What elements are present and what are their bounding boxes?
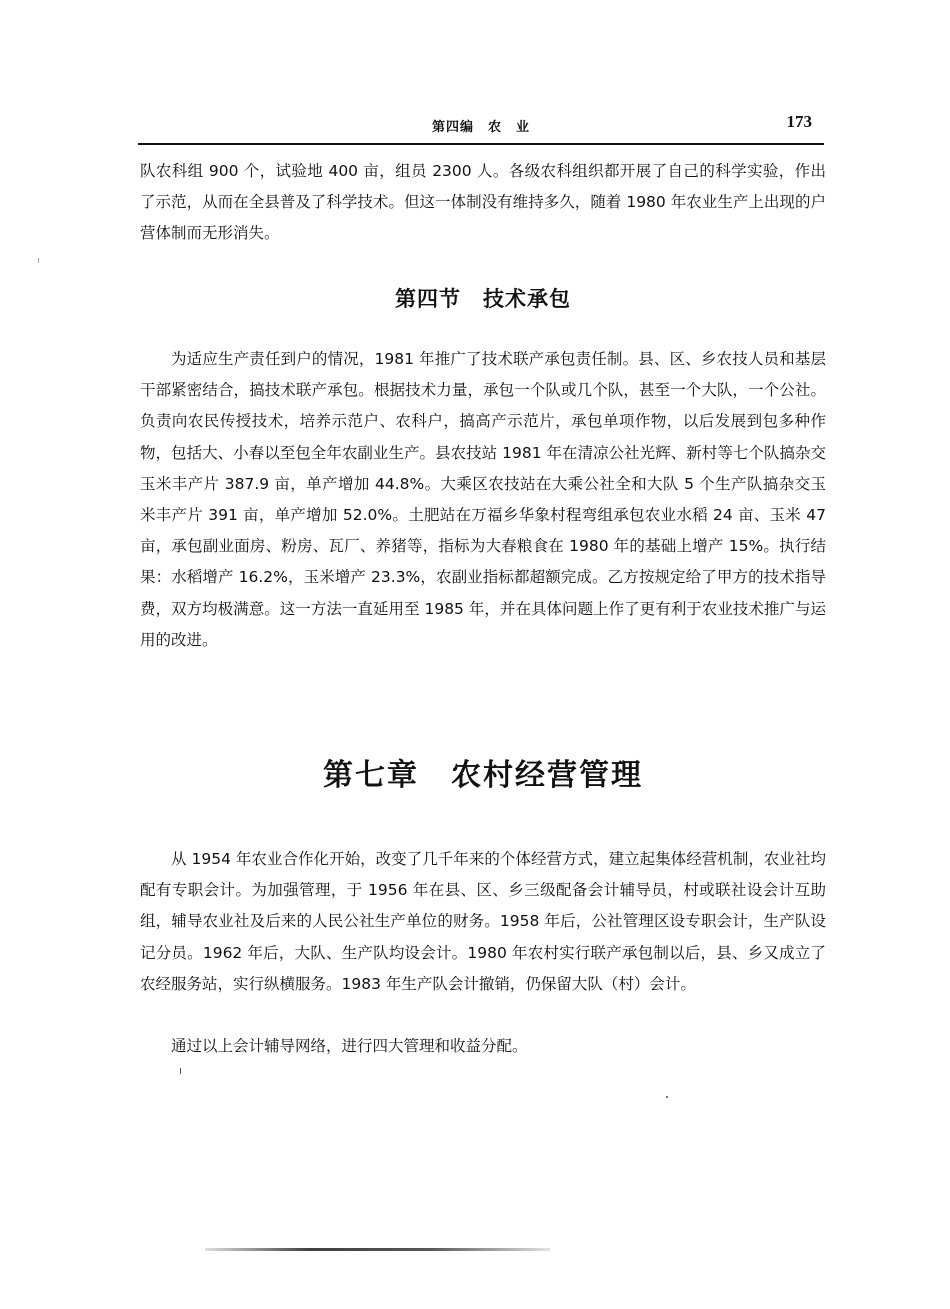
page-number: 173 — [786, 112, 812, 131]
scan-speck — [38, 258, 39, 263]
header-rule — [138, 143, 824, 145]
chapter-heading: 第七章 农村经营管理 — [323, 758, 643, 793]
section-heading: 第四节 技术承包 — [395, 287, 571, 311]
scan-speck — [666, 1096, 668, 1098]
scan-artifact-line — [205, 1248, 550, 1251]
scan-speck — [180, 1068, 181, 1074]
paragraph-accounting-history: 从 1954 年农业合作化开始，改变了几千年来的个体经营方式，建立起集体经营机制，农业社均配有专职会计。为加强管理，于 1956 年在县、区、乡三级配备会计辅导员，村或联社设会计互助组，辅导农业社及后来的人民公社生产单位的财务。1958 年后，公社管理区设专职会计，生产队设记分员。1962 年后，大队、生产队均设会计。1980 年农村实行联产承包制以后，县、乡又成立了农经服务站，实行纵横服务。1983 年生产队会计撤销，仍保留大队（村）会计。 — [140, 850, 826, 993]
running-title: 第四编 农 业 — [431, 120, 530, 135]
running-header — [138, 112, 824, 142]
paragraph-continuation: 队农科组 900 个，试验地 400 亩，组员 2300 人。各级农科组织都开展了自己的科学实验，作出了示范，从而在全县普及了科学技术。但这一体制没有维持多久，随着 1980 年农业生产上出现的户营体制而无形消失。 — [140, 162, 826, 243]
paragraph-technical-contracting: 为适应生产责任到户的情况，1981 年推广了技术联产承包责任制。县、区、乡农技人员和基层干部紧密结合，搞技术联产承包。根据技术力量，承包一个队或几个队，甚至一个大队，一个公社。负责向农民传授技术，培养示范户、农科户，搞高产示范片，承包单项作物，以后发展到包多种作物，包括大、小春以至包全年农副业生产。县农技站 1981 年在清凉公社光辉、新村等七个队搞杂交玉米丰产片 387.9 亩，单产增加 44.8%。大乘区农技站在大乘公社全和大队 5 个生产队搞杂交玉米丰产片 391 亩，单产增加 52.0%。土肥站在万福乡华象村程弯组承包农业水稻 24 亩、玉米 47 亩，承包副业面房、粉房、瓦厂、养猪等，指标为大春粮食在 1980 年的基础上增产 15%。执行结果：水稻增产 16.2%，玉米增产 23.3%，农副业指标都超额完成。乙方按规定给了甲方的技术指导费，双方均极满意。这一方法一直延用至 1985 年，并在具体问题上作了更有利于农业技术推广与运用的改进。 — [140, 350, 826, 649]
paragraph-accounting-network: 通过以上会计辅导网络，进行四大管理和收益分配。 — [171, 1037, 528, 1055]
